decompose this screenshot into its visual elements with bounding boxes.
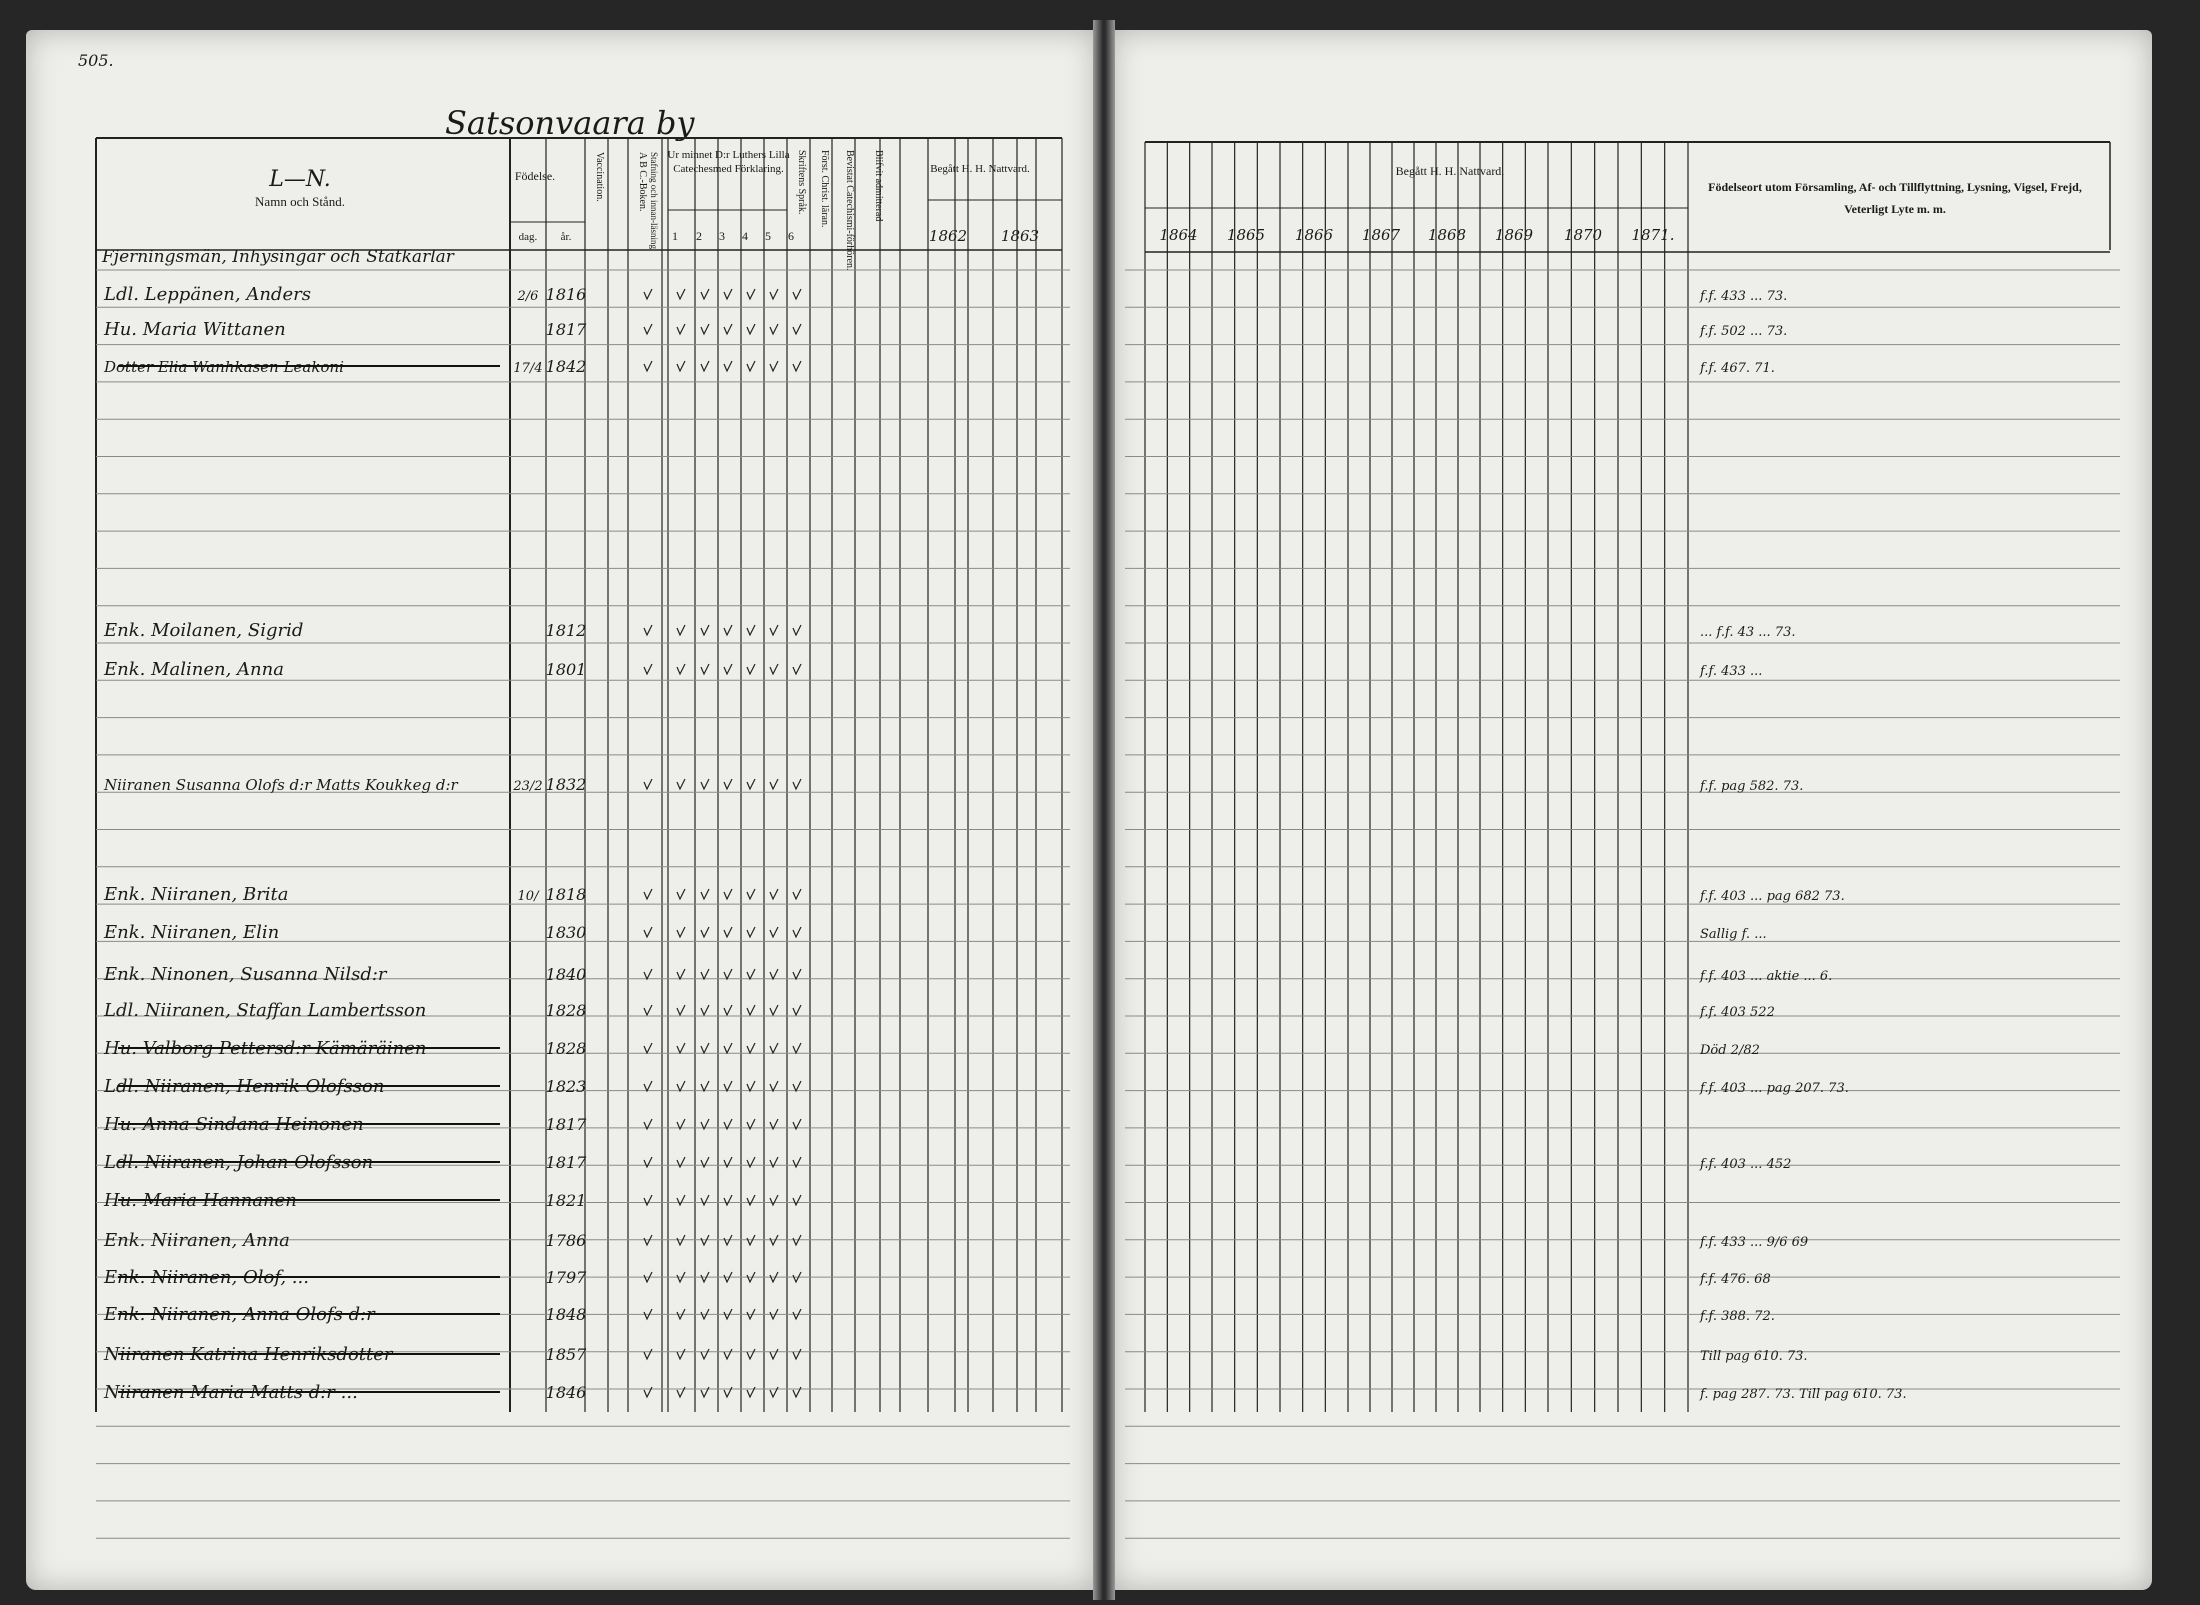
birth-year: 1786 bbox=[545, 1231, 587, 1250]
birth-year: 1817 bbox=[545, 320, 587, 339]
year-1863: 1863 bbox=[1000, 227, 1040, 245]
remark-text: ... f.f. 43 ... 73. bbox=[1700, 625, 1796, 640]
catechism-num: 1 bbox=[672, 229, 678, 243]
right-page-header bbox=[1159, 164, 2090, 244]
catechism-num: 5 bbox=[765, 229, 771, 243]
remark-text: f.f. 433 ... bbox=[1700, 664, 1763, 679]
name-column-letters: L—N. bbox=[269, 167, 331, 192]
person-name: Hu. Maria Hannanen bbox=[104, 1190, 297, 1211]
birth-year: 1812 bbox=[545, 621, 587, 640]
remark-text: Död 2/82 bbox=[1700, 1043, 1760, 1058]
luther-header: Ur minnet D:r Luthers Lilla Catechesmed Förklaring. bbox=[667, 149, 790, 175]
birth-year: 1818 bbox=[545, 885, 587, 904]
year-label: 1871. bbox=[1631, 226, 1675, 244]
year-label: 1870 bbox=[1563, 226, 1603, 244]
birth-year: 1817 bbox=[545, 1115, 587, 1134]
person-name: Enk. Niiranen, Olof, ... bbox=[104, 1267, 309, 1288]
birth-year: 1797 bbox=[545, 1268, 587, 1287]
bevistat-header: Bevistat Catechismi-förhören. bbox=[844, 150, 855, 271]
right-grid-lines bbox=[1125, 142, 2120, 1538]
person-name: Enk. Niiranen, Elin bbox=[104, 922, 280, 943]
nattvard-header-left: Begått H. H. Nattvard. bbox=[930, 163, 1030, 175]
remark-text: f.f. 403 ... pag 682 73. bbox=[1700, 889, 1845, 904]
village-title: Satsonvaara by bbox=[445, 104, 695, 142]
year-label: 1866 bbox=[1294, 226, 1334, 244]
person-name: Enk. Niiranen, Anna Olofs d:r bbox=[104, 1304, 375, 1325]
abc-header: A B C.-Boken. bbox=[637, 152, 648, 212]
birth-year: 1821 bbox=[545, 1191, 587, 1210]
name-column-label: Namn och Stånd. bbox=[255, 194, 345, 209]
person-name: Niiranen Susanna Olofs d:r Matts Koukkeg d:r bbox=[104, 776, 458, 794]
remarks-header: Födelseort utom Församling, Af- och Tillflyttning, Lysning, Vigsel, Frejd, Veterligt Lyte m. m. bbox=[1708, 180, 2082, 216]
birth-year: 1817 bbox=[545, 1153, 587, 1172]
birth-year: 1828 bbox=[545, 1001, 587, 1020]
person-name: Niiranen Maria Matts d:r ... bbox=[104, 1382, 358, 1403]
forst-christ-header: Först. Christ. läran. bbox=[819, 150, 830, 228]
remark-text: Till pag 610. 73. bbox=[1700, 1349, 1808, 1364]
person-name: Enk. Moilanen, Sigrid bbox=[104, 620, 304, 641]
remark-text: f.f. 403 522 bbox=[1700, 1005, 1775, 1020]
nattvard-header-right: Begått H. H. Nattvard. bbox=[1395, 164, 1505, 178]
birth-year: 1816 bbox=[545, 285, 587, 304]
year-label: 1868 bbox=[1427, 226, 1467, 244]
skriftens-header: Skriftens Språk. bbox=[796, 150, 807, 215]
person-name: Enk. Malinen, Anna bbox=[104, 659, 284, 680]
person-name: Enk. Niiranen, Brita bbox=[104, 884, 289, 905]
year-1862: 1862 bbox=[928, 227, 968, 245]
birth-day: 23/2 bbox=[513, 779, 543, 794]
stafning-header: Stafning och innan-läsning. bbox=[649, 152, 659, 252]
page-number: 505. bbox=[78, 51, 114, 70]
remark-text: f.f. 403 ... 452 bbox=[1700, 1157, 1792, 1172]
person-name: Hu. Valborg Pettersd:r Kämäräinen bbox=[104, 1038, 427, 1059]
nattvard-years bbox=[1159, 226, 1674, 244]
remark-text: f.f. 476. 68 bbox=[1700, 1272, 1771, 1287]
person-name: Enk. Ninonen, Susanna Nilsd:r bbox=[104, 964, 387, 985]
birth-year: 1828 bbox=[545, 1039, 587, 1058]
person-name: Enk. Niiranen, Anna bbox=[104, 1230, 290, 1251]
remark-text: f.f. 403 ... pag 207. 73. bbox=[1700, 1081, 1849, 1096]
birth-year: 1801 bbox=[545, 660, 587, 679]
catechism-num: 2 bbox=[696, 229, 702, 243]
blifvit-header: Blifvit admitterad bbox=[873, 150, 884, 222]
birth-year: 1840 bbox=[545, 965, 587, 984]
catechism-num: 4 bbox=[742, 229, 748, 243]
dag-header: dag. bbox=[518, 231, 538, 243]
remark-text: f.f. 467. 71. bbox=[1700, 361, 1775, 376]
person-name: Hu. Maria Wittanen bbox=[104, 319, 286, 340]
person-name: Ldl. Leppänen, Anders bbox=[104, 284, 311, 305]
birth-year: 1848 bbox=[545, 1305, 587, 1324]
year-label: 1865 bbox=[1226, 226, 1266, 244]
person-name: Hu. Anna Sindana Heinonen bbox=[104, 1114, 364, 1135]
birth-year: 1857 bbox=[545, 1345, 587, 1364]
fodelse-header: Födelse. bbox=[514, 169, 556, 183]
year-label: 1867 bbox=[1361, 226, 1401, 244]
remark-text: Sallig f. ... bbox=[1700, 927, 1767, 942]
birth-year: 1830 bbox=[545, 923, 587, 942]
person-name: Dotter Elia Wanhkasen Leakoni bbox=[104, 358, 344, 376]
remark-text: f.f. pag 582. 73. bbox=[1700, 779, 1804, 794]
birth-year: 1823 bbox=[545, 1077, 587, 1096]
birth-year: 1832 bbox=[545, 775, 587, 794]
catechism-num: 3 bbox=[719, 229, 725, 243]
person-name: Ldl. Niiranen, Johan Olofsson bbox=[104, 1152, 374, 1173]
right-remark-rows bbox=[1699, 289, 1907, 1402]
birth-day: 17/4 bbox=[513, 361, 543, 376]
year-label: 1864 bbox=[1159, 226, 1198, 244]
remark-text: f.f. 388. 72. bbox=[1700, 1309, 1775, 1324]
ar-header: år. bbox=[560, 231, 572, 243]
birth-day: 2/6 bbox=[517, 289, 539, 304]
remark-text: f.f. 502 ... 73. bbox=[1700, 324, 1788, 339]
birth-year: 1846 bbox=[545, 1383, 587, 1402]
birth-day: 10/ bbox=[517, 889, 539, 904]
catechism-num: 6 bbox=[788, 229, 794, 243]
section-heading: Fjerningsmän, Inhysingar och Statkarlar bbox=[102, 247, 454, 267]
person-name: Ldl. Niiranen, Staffan Lambertsson bbox=[104, 1000, 427, 1021]
remark-text: f.f. 433 ... 9/6 69 bbox=[1700, 1235, 1809, 1250]
person-name: Niiranen Katrina Henriksdotter bbox=[104, 1344, 393, 1365]
remark-text: f.f. 403 ... aktie ... 6. bbox=[1700, 969, 1833, 984]
person-name: Ldl. Niiranen, Henrik Olofsson bbox=[104, 1076, 385, 1097]
year-label: 1869 bbox=[1494, 226, 1534, 244]
vaccination-header: Vaccination. bbox=[594, 152, 605, 202]
birth-year: 1842 bbox=[545, 357, 587, 376]
remark-text: f. pag 287. 73. Till pag 610. 73. bbox=[1700, 1387, 1907, 1402]
remark-text: f.f. 433 ... 73. bbox=[1700, 289, 1788, 304]
